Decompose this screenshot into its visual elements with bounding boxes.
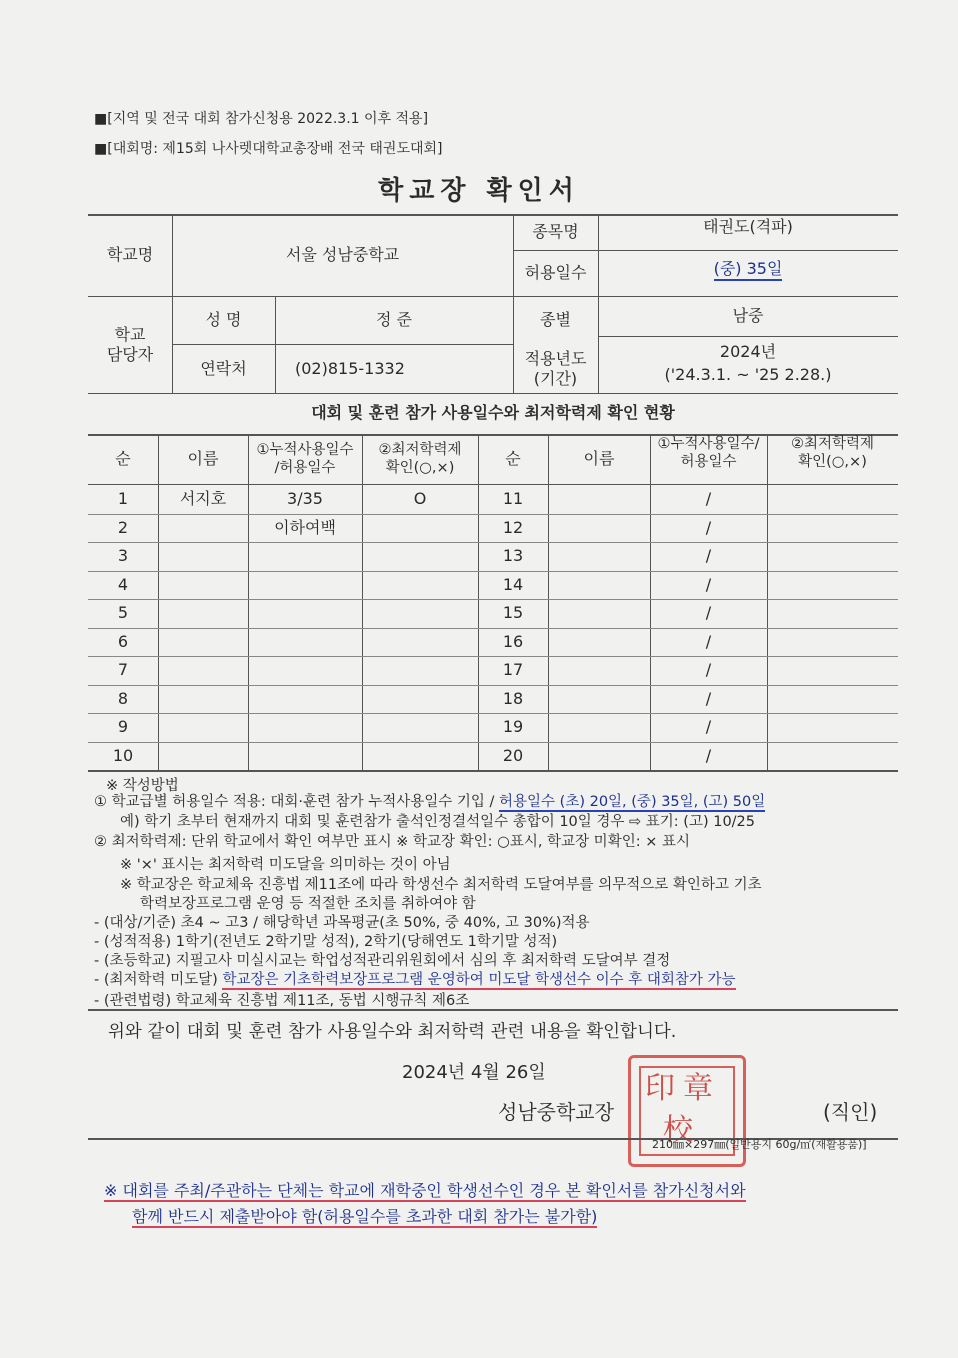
header-line-2: ■[대회명: 제15회 나사렛대학교총장배 전국 태권도대회]: [94, 141, 443, 157]
table-cell-n2: 12: [502, 517, 524, 537]
table-cell-n: 8: [117, 688, 129, 708]
table-cell-n2: 11: [502, 489, 524, 509]
table-cell-n2: 13: [502, 546, 524, 566]
header-line-1: ■[지역 및 전국 대회 참가신청용 2022.3.1 이후 적용]: [94, 111, 429, 127]
name-value: 정 준: [376, 310, 412, 329]
col-header-days: ①누적사용일수 /허용일수: [256, 441, 354, 476]
table-cell-name2: [548, 628, 650, 657]
table-cell-n2: 19: [502, 717, 524, 737]
manager-label: 학교 담당자: [106, 324, 154, 364]
table-cell-days: [248, 542, 362, 571]
col-header-min: ②최저학력제 확인(○,×): [378, 441, 462, 476]
table-cell-name: [158, 628, 248, 657]
table-cell-n: 3: [117, 546, 129, 566]
table-cell-n2: 18: [502, 688, 524, 708]
table-cell-name2: [548, 656, 650, 685]
table-cell-days2: /: [705, 660, 712, 680]
table-cell-days: [248, 599, 362, 628]
note-2-a: ※ '×' 표시는 최저학력 미도달을 의미하는 것이 아님: [120, 857, 451, 873]
allowed-days-label: 허용일수: [524, 263, 587, 282]
table-cell-days: [248, 742, 362, 771]
table-cell-name2: [548, 599, 650, 628]
year-value: 2024년: [719, 342, 777, 361]
table-cell-min: [362, 656, 478, 685]
col-header-min-2: ②최저학력제 확인(○,×): [790, 435, 875, 470]
table-cell-days: [248, 656, 362, 685]
contact-label: 연락처: [200, 358, 247, 378]
table-cell-name2: [548, 742, 650, 771]
category-label: 종별: [540, 310, 571, 329]
table-cell-days: [248, 571, 362, 600]
table-cell-days: 3/35: [287, 489, 323, 509]
note-2-b-2: 학력보장프로그램 운영 등 적절한 조치를 취하여야 함: [140, 896, 476, 912]
table-cell-min: [362, 571, 478, 600]
period-value: ('24.3.1. ~ '25 2.28.): [664, 365, 832, 384]
table-cell-min: [362, 542, 478, 571]
table-cell-min: [362, 742, 478, 771]
document-title: 학교장 확인서: [378, 176, 580, 206]
table-cell-n: 6: [117, 631, 129, 651]
table-cell-min2: [767, 599, 898, 628]
table-cell-name2: [548, 571, 650, 600]
table-cell-min: [362, 628, 478, 657]
table-cell-min2: [767, 713, 898, 742]
table-cell-name: [158, 656, 248, 685]
note-2: ② 최저학력제: 단위 학교에서 확인 여부만 표시 ※ 학교장 확인: ○표시, 학교장 미확인: × 표시: [94, 834, 690, 850]
table-cell-n2: 15: [502, 603, 524, 623]
table-cell-name2: [548, 713, 650, 742]
table-cell-n: 2: [117, 517, 129, 537]
confirmation-text: 위와 같이 대회 및 훈련 참가 사용일수와 최저학력 관련 내용을 확인합니다.: [108, 1022, 677, 1042]
table-cell-min2: [767, 514, 898, 543]
table-cell-days2: /: [705, 688, 712, 708]
table-cell-days2: /: [705, 517, 712, 537]
table-cell-n2: 14: [502, 574, 524, 594]
table-cell-name: [158, 742, 248, 771]
seal-label: (직인): [823, 1100, 878, 1124]
table-cell-name2: [548, 685, 650, 714]
table-cell-days2: /: [705, 546, 712, 566]
table-cell-days: [248, 685, 362, 714]
note-1-prefix: ① 학교급별 허용일수 적용: 대회·훈련 참가 누적사용일수 기입 /: [94, 794, 500, 810]
col-header-name: 이름: [187, 449, 219, 468]
note-1-highlight: 허용일수 (초) 20일, (중) 35일, (고) 50일: [499, 794, 766, 810]
table-cell-name: 서지호: [179, 489, 227, 509]
table-cell-name: [158, 713, 248, 742]
table-cell-min2: [767, 485, 898, 514]
col-header-num: 순: [115, 449, 131, 468]
table-cell-n: 9: [117, 717, 129, 737]
detail-5: - (관련법령) 학교체육 진흥법 제11조, 동법 시행규칙 제6조: [94, 993, 470, 1009]
school-name-value: 서울 성남중학교: [285, 245, 400, 264]
paper-spec: 210㎜×297㎜(일반용지 60g/㎡(재활용품)]: [652, 1138, 867, 1151]
notes-heading: ※ 작성방법: [106, 778, 179, 794]
note-2-b-1: ※ 학교장은 학교체육 진흥법 제11조에 따라 학생선수 최저학력 도달여부를 의무적으로 확인하고 기초: [120, 877, 762, 893]
table-cell-min: [362, 685, 478, 714]
detail-4-highlight: 학교장은 기초학력보장프로그램 운영하여 미도달 학생선수 이수 후 대회참가 가능: [222, 972, 736, 988]
detail-4-prefix: - (최저학력 미도달): [94, 972, 223, 988]
table-cell-name2: [548, 542, 650, 571]
issue-date: 2024년 4월 26일: [402, 1062, 546, 1083]
table-cell-days2: /: [705, 489, 712, 509]
table-cell-days2: /: [705, 745, 712, 765]
table-cell-days2: /: [705, 717, 712, 737]
table-cell-days2: /: [705, 631, 712, 651]
table-cell-days2: /: [705, 603, 712, 623]
footer-line-1: ※ 대회를 주최/주관하는 단체는 학교에 재학중인 학생선수인 경우 본 확인서를 참가신청서와: [104, 1181, 746, 1200]
table-cell-name2: [548, 514, 650, 543]
table-cell-min2: [767, 571, 898, 600]
detail-2: - (성적적용) 1학기(전년도 2학기말 성적), 2학기(당해연도 1학기말 성적): [94, 934, 558, 950]
table-cell-name2: [548, 485, 650, 514]
table-cell-name: [158, 599, 248, 628]
table-cell-min: [362, 599, 478, 628]
table-cell-min: O: [413, 489, 427, 509]
note-1-example: 예) 학기 초부터 현재까지 대회 및 훈련참가 출석인정결석일수 총합이 10일 경우 ⇨ 표기: (고) 10/25: [120, 814, 756, 830]
table-cell-days2: /: [705, 574, 712, 594]
table-cell-name: [158, 571, 248, 600]
section-title: 대회 및 훈련 참가 사용일수와 최저학력제 확인 현황: [311, 403, 675, 422]
table-cell-n: 5: [117, 603, 129, 623]
table-cell-days: 이하여백: [274, 517, 336, 537]
table-cell-name: [158, 514, 248, 543]
detail-1: - (대상/기준) 초4 ~ 고3 / 해당학년 과목평균(초 50%, 중 40%, 고 30%)적용: [94, 915, 590, 931]
school-name-label: 학교명: [106, 245, 154, 264]
table-cell-n: 4: [117, 574, 129, 594]
event-value: 태권도(격파): [703, 217, 793, 236]
table-cell-n: 1: [117, 489, 129, 509]
table-cell-min2: [767, 628, 898, 657]
table-cell-n2: 17: [502, 660, 524, 680]
table-cell-name: [158, 685, 248, 714]
col-header-name-2: 이름: [583, 449, 615, 468]
table-cell-n: 7: [117, 660, 129, 680]
table-cell-days: [248, 713, 362, 742]
table-cell-name: [158, 542, 248, 571]
table-cell-min: [362, 514, 478, 543]
event-label: 종목명: [532, 222, 579, 241]
table-cell-min2: [767, 656, 898, 685]
detail-3: - (초등학교) 지필고사 미실시교는 학업성적관리위원회에서 심의 후 최저학력 도달여부 결정: [94, 953, 671, 969]
name-label: 성 명: [205, 310, 242, 329]
table-cell-n2: 16: [502, 631, 524, 651]
category-value: 남중: [732, 306, 764, 325]
table-cell-min2: [767, 542, 898, 571]
table-cell-min: [362, 713, 478, 742]
col-header-num-2: 순: [505, 449, 521, 468]
school-seal-stamp: 印 章 校: [628, 1055, 746, 1167]
table-cell-days: [248, 628, 362, 657]
principal-title: 성남중학교장: [498, 1100, 614, 1124]
col-header-days-2: ①누적사용일수/ 허용일수: [657, 435, 760, 470]
contact-value: (02)815-1332: [295, 358, 405, 378]
allowed-days-value: (중) 35일: [714, 259, 783, 281]
footer-line-2: 함께 반드시 제출받아야 함(허용일수를 초과한 대회 참가는 불가함): [132, 1207, 598, 1226]
table-cell-min2: [767, 742, 898, 771]
table-cell-min2: [767, 685, 898, 714]
year-label: 적용년도 (기간): [524, 348, 587, 388]
table-cell-n: 10: [112, 745, 134, 765]
table-cell-n2: 20: [502, 745, 524, 765]
